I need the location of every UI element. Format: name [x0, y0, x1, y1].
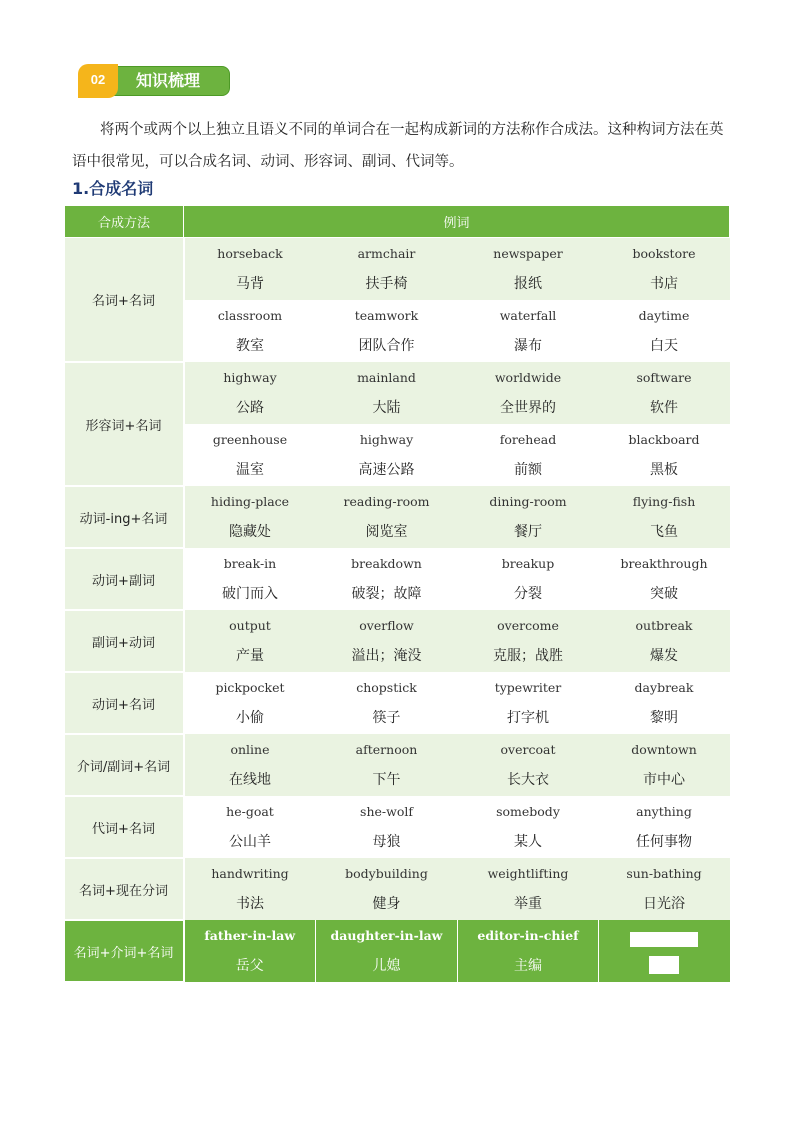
- example-cell: [316, 548, 458, 610]
- chinese-meaning: 书法: [236, 896, 264, 912]
- example-cell: [458, 424, 599, 486]
- english-word: software: [636, 370, 692, 385]
- table-row: [65, 858, 730, 920]
- section-title: 知识梳理: [136, 71, 201, 90]
- table-row: [65, 548, 730, 610]
- english-word: anything: [636, 804, 692, 819]
- english-word: daybreak: [634, 680, 694, 695]
- example-cell: [184, 486, 316, 548]
- chinese-meaning: 日光浴: [643, 896, 685, 912]
- english-word: editor-in-chief: [477, 928, 579, 943]
- english-word: worldwide: [494, 370, 562, 385]
- example-cell: [184, 858, 316, 920]
- example-cell: [599, 424, 730, 486]
- chinese-meaning: 破裂；故障: [351, 586, 422, 602]
- english-word: horseback: [217, 246, 283, 261]
- english-word: mainland: [357, 370, 416, 385]
- chinese-meaning: 健身: [372, 896, 401, 912]
- chinese-meaning: 公山羊: [229, 834, 271, 850]
- table-row: [65, 238, 730, 301]
- english-word: breakthrough: [620, 556, 708, 571]
- subheading: 1.合成名词: [72, 179, 154, 198]
- english-word: breakup: [501, 556, 555, 571]
- example-cell: [458, 610, 599, 672]
- section-number-badge: 02: [78, 64, 118, 98]
- chinese-meaning: 温室: [236, 462, 264, 478]
- chinese-meaning: 黑板: [650, 462, 678, 478]
- english-word: somebody: [496, 804, 560, 819]
- chinese-meaning: 书店: [650, 276, 678, 292]
- english-word: breakdown: [351, 556, 422, 571]
- chinese-meaning: 长大衣: [507, 772, 549, 788]
- chinese-meaning: 筷子: [372, 710, 401, 726]
- example-cell: [184, 796, 316, 858]
- chinese-meaning: 阅览室: [365, 524, 408, 540]
- chinese-meaning: 主编: [514, 958, 542, 974]
- chinese-meaning: 破门而入: [222, 586, 278, 602]
- chinese-meaning: 软件: [650, 400, 678, 416]
- english-word: she-wolf: [360, 804, 413, 819]
- english-word: forehead: [499, 432, 557, 447]
- example-cell: [184, 424, 316, 486]
- example-cell: [316, 300, 458, 362]
- english-word: pickpocket: [215, 680, 285, 695]
- table-row: [65, 362, 730, 424]
- english-word: waterfall: [499, 308, 557, 323]
- chinese-meaning: 扶手椅: [365, 276, 408, 292]
- table-row: [65, 796, 730, 858]
- table-row: [65, 920, 730, 982]
- example-cell: [316, 424, 458, 486]
- method-cell: 动词+副词: [65, 548, 184, 610]
- english-word: bodybuilding: [345, 866, 428, 881]
- english-word: downtown: [631, 742, 697, 757]
- example-cell: [184, 920, 316, 982]
- example-cell: [316, 672, 458, 734]
- chinese-meaning: 下午: [372, 772, 401, 788]
- chinese-meaning: 黎明: [650, 710, 678, 726]
- method-cell: 介词/副词+名词: [65, 734, 184, 796]
- example-cell: [458, 486, 599, 548]
- chinese-meaning: 产量: [236, 648, 264, 664]
- method-cell: 动词+名词: [65, 672, 184, 734]
- example-cell: [316, 858, 458, 920]
- chinese-meaning: 分裂: [514, 586, 542, 602]
- example-cell: [316, 238, 458, 301]
- english-word: overcoat: [500, 742, 556, 757]
- example-cell: [458, 734, 599, 796]
- table-row: [65, 610, 730, 672]
- example-cell: [458, 238, 599, 301]
- english-word: overflow: [359, 618, 414, 633]
- example-cell: [599, 300, 730, 362]
- chinese-meaning: 举重: [514, 896, 542, 912]
- method-cell: 名词+现在分词: [65, 858, 184, 920]
- english-word: father-in-law: [204, 928, 296, 943]
- english-word: he-goat: [226, 804, 274, 819]
- example-cell: [458, 300, 599, 362]
- english-word: daughter-in-law: [330, 928, 443, 943]
- chinese-meaning: 前额: [514, 462, 542, 478]
- chinese-meaning: 全世界的: [500, 400, 556, 416]
- method-cell: 名词+介词+名词: [65, 920, 184, 982]
- method-cell: 副词+动词: [65, 610, 184, 672]
- english-word: newspaper: [493, 246, 563, 261]
- chinese-meaning: 教室: [236, 338, 264, 354]
- chinese-meaning: 报纸: [514, 276, 542, 292]
- english-word: bookstore: [632, 246, 696, 261]
- blank-box: [630, 932, 698, 947]
- chinese-meaning: 餐厅: [514, 524, 542, 540]
- english-word: highway: [223, 370, 277, 385]
- chinese-meaning: 儿媳: [372, 958, 401, 974]
- header-examples: 例词: [184, 206, 730, 238]
- example-cell: [599, 672, 730, 734]
- chinese-meaning: 在线地: [229, 772, 271, 788]
- example-cell: [599, 920, 730, 982]
- english-word: break-in: [223, 556, 277, 571]
- example-cell: [458, 796, 599, 858]
- example-cell: [316, 796, 458, 858]
- chinese-meaning: 母狼: [372, 834, 401, 850]
- example-cell: [184, 610, 316, 672]
- example-cell: [599, 548, 730, 610]
- example-cell: [184, 238, 316, 301]
- english-word: handwriting: [211, 866, 289, 881]
- table-body: [65, 238, 730, 983]
- section-header: [78, 64, 230, 98]
- example-cell: [458, 920, 599, 982]
- chinese-meaning: 爆发: [650, 648, 678, 664]
- chinese-meaning: 团队合作: [358, 338, 415, 354]
- chinese-meaning: 白天: [650, 338, 678, 354]
- chinese-meaning: 克服；战胜: [493, 648, 563, 664]
- english-word: daytime: [638, 308, 690, 323]
- english-word: armchair: [357, 246, 416, 261]
- example-cell: [184, 672, 316, 734]
- method-cell: 形容词+名词: [65, 362, 184, 486]
- english-word: dining-room: [489, 494, 567, 509]
- method-cell: 代词+名词: [65, 796, 184, 858]
- example-cell: [599, 362, 730, 424]
- chinese-meaning: 隐藏处: [229, 524, 271, 540]
- intro-paragraph: 将两个或两个以上独立且语义不同的单词合在一起构成新词的方法称作合成法。这种构词方法在英语中很常见，可以合成名词、动词、形容词、副词、代词等。: [72, 122, 724, 170]
- example-cell: [316, 486, 458, 548]
- english-word: chopstick: [356, 680, 417, 695]
- example-cell: [458, 362, 599, 424]
- example-cell: [316, 362, 458, 424]
- english-word: afternoon: [355, 742, 418, 757]
- chinese-meaning: 任何事物: [636, 834, 692, 850]
- example-cell: [599, 238, 730, 301]
- table-row: [65, 486, 730, 548]
- chinese-meaning: 打字机: [507, 710, 549, 726]
- english-word: output: [229, 618, 271, 633]
- english-word: classroom: [217, 308, 283, 323]
- example-cell: [184, 548, 316, 610]
- example-cell: [458, 672, 599, 734]
- table-row: [65, 672, 730, 734]
- example-cell: [316, 610, 458, 672]
- chinese-meaning: 溢出；淹没: [351, 648, 422, 664]
- english-word: greenhouse: [212, 432, 288, 447]
- english-word: teamwork: [354, 308, 419, 323]
- english-word: typewriter: [494, 680, 562, 695]
- method-cell: 名词+名词: [65, 238, 184, 363]
- example-cell: [184, 734, 316, 796]
- chinese-meaning: 马背: [236, 276, 264, 292]
- example-cell: [599, 858, 730, 920]
- chinese-meaning: 公路: [236, 400, 264, 416]
- english-word: flying-fish: [632, 494, 696, 509]
- chinese-meaning: 高速公路: [358, 462, 415, 478]
- english-word: sun-bathing: [626, 866, 702, 881]
- method-cell: 动词-ing+名词: [65, 486, 184, 548]
- english-word: hiding-place: [210, 494, 290, 509]
- example-cell: [316, 734, 458, 796]
- example-cell: [184, 362, 316, 424]
- blank-box: [649, 956, 679, 974]
- chinese-meaning: 岳父: [235, 958, 264, 974]
- chinese-meaning: 突破: [650, 586, 678, 602]
- chinese-meaning: 市中心: [643, 772, 685, 788]
- compound-noun-table: [64, 205, 730, 983]
- example-cell: [599, 734, 730, 796]
- example-cell: [184, 300, 316, 362]
- table-row: [65, 734, 730, 796]
- english-word: outbreak: [635, 618, 693, 633]
- english-word: online: [230, 742, 270, 757]
- example-cell: [316, 920, 458, 982]
- chinese-meaning: 某人: [514, 834, 542, 850]
- header-method: 合成方法: [65, 206, 184, 238]
- example-cell: [458, 548, 599, 610]
- english-word: highway: [359, 432, 414, 447]
- chinese-meaning: 瀑布: [514, 338, 542, 354]
- example-cell: [599, 796, 730, 858]
- english-word: reading-room: [343, 494, 430, 509]
- english-word: weightlifting: [487, 866, 569, 881]
- chinese-meaning: 大陆: [372, 400, 401, 416]
- table-header-row: [65, 206, 730, 238]
- example-cell: [599, 610, 730, 672]
- english-word: blackboard: [628, 432, 700, 447]
- chinese-meaning: 小偷: [236, 710, 264, 726]
- english-word: overcome: [497, 618, 559, 633]
- example-cell: [458, 858, 599, 920]
- example-cell: [599, 486, 730, 548]
- chinese-meaning: 飞鱼: [650, 524, 678, 540]
